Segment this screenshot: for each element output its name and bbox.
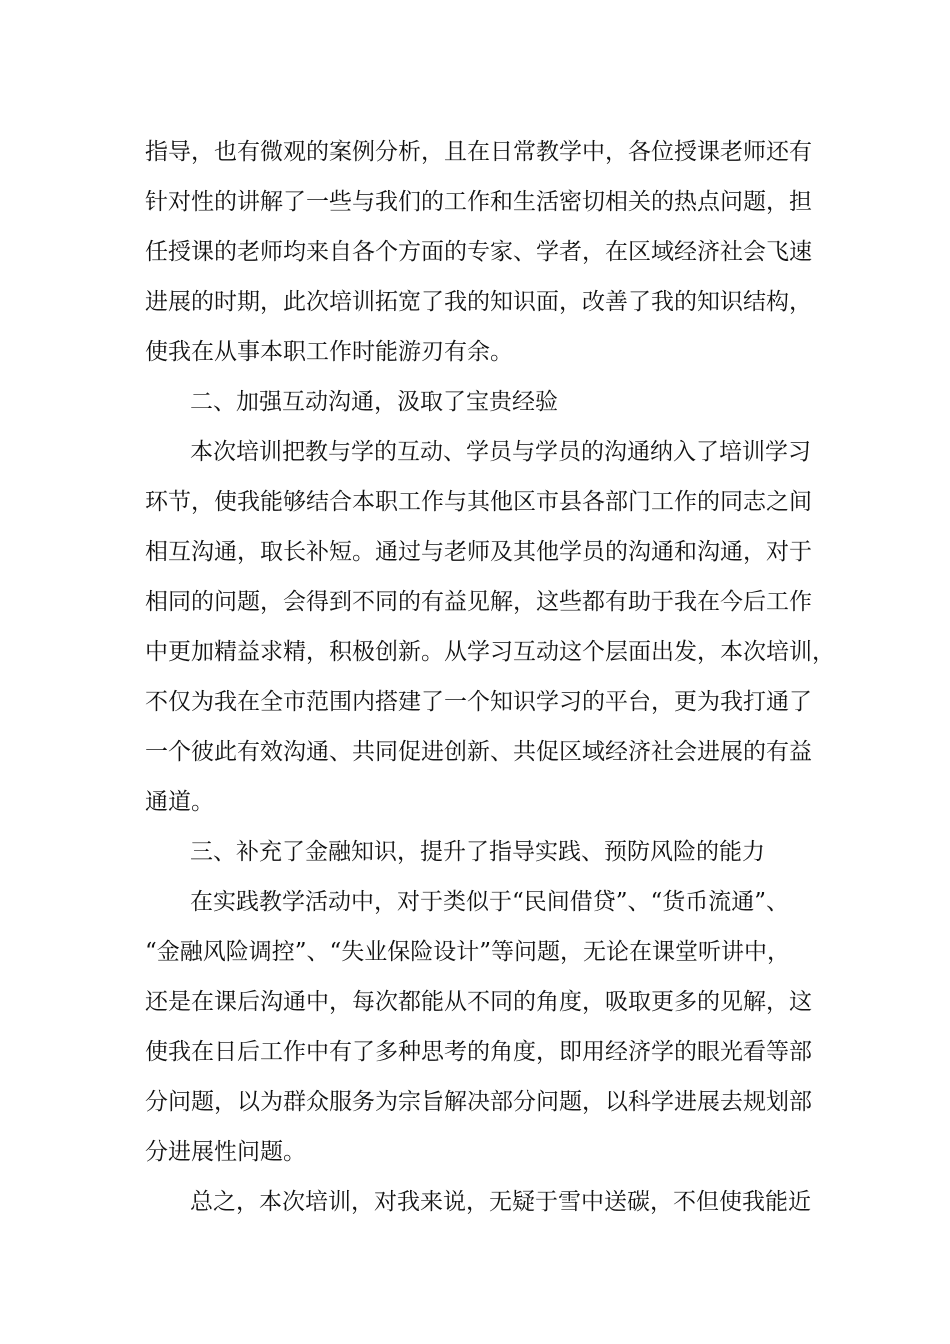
text-line: 进展的时期，此次培训拓宽了我的知识面，改善了我的知识结构， <box>145 289 812 315</box>
text-line: 分进展性问题。 <box>145 1139 306 1165</box>
section-heading-3: 三、补充了金融知识，提升了指导实践、预防风险的能力 <box>190 839 765 865</box>
text-line: “金融风险调控”、“失业保险设计”等问题，无论在课堂听讲中， <box>145 939 791 965</box>
text-line: 不仅为我在全市范围内搭建了一个知识学习的平台，更为我打通了 <box>145 689 812 715</box>
text-line: 中更加精益求精，积极创新。从学习互动这个层面出发，本次培训， <box>145 639 835 665</box>
text-line: 一个彼此有效沟通、共同促进创新、共促区域经济社会进展的有益 <box>145 739 812 765</box>
text-line: 还是在课后沟通中，每次都能从不同的角度，吸取更多的见解，这 <box>145 989 812 1015</box>
text-line: 总之，本次培训，对我来说，无疑于雪中送碳，不但使我能近 <box>190 1189 811 1215</box>
text-line: 任授课的老师均来自各个方面的专家、学者，在区域经济社会飞速 <box>145 239 812 265</box>
text-line: 环节，使我能够结合本职工作与其他区市县各部门工作的同志之间 <box>145 489 812 515</box>
text-line: 相同的问题，会得到不同的有益见解，这些都有助于我在今后工作 <box>145 589 812 615</box>
text-line: 使我在从事本职工作时能游刃有余。 <box>145 339 513 365</box>
section-heading-2: 二、加强互动沟通，汲取了宝贵经验 <box>190 389 558 415</box>
text-line: 针对性的讲解了一些与我们的工作和生活密切相关的热点问题，担 <box>145 189 812 215</box>
text-line: 使我在日后工作中有了多种思考的角度，即用经济学的眼光看等部 <box>145 1039 812 1065</box>
text-line: 分问题，以为群众服务为宗旨解决部分问题，以科学进展去规划部 <box>145 1089 812 1115</box>
text-line: 指导，也有微观的案例分析，且在日常教学中，各位授课老师还有 <box>145 139 812 165</box>
text-line: 相互沟通，取长补短。通过与老师及其他学员的沟通和沟通，对于 <box>145 539 812 565</box>
text-line: 通道。 <box>145 789 214 815</box>
text-line: 本次培训把教与学的互动、学员与学员的沟通纳入了培训学习 <box>190 439 811 465</box>
text-line: 在实践教学活动中，对于类似于“民间借贷”、“货币流通”、 <box>190 889 790 915</box>
